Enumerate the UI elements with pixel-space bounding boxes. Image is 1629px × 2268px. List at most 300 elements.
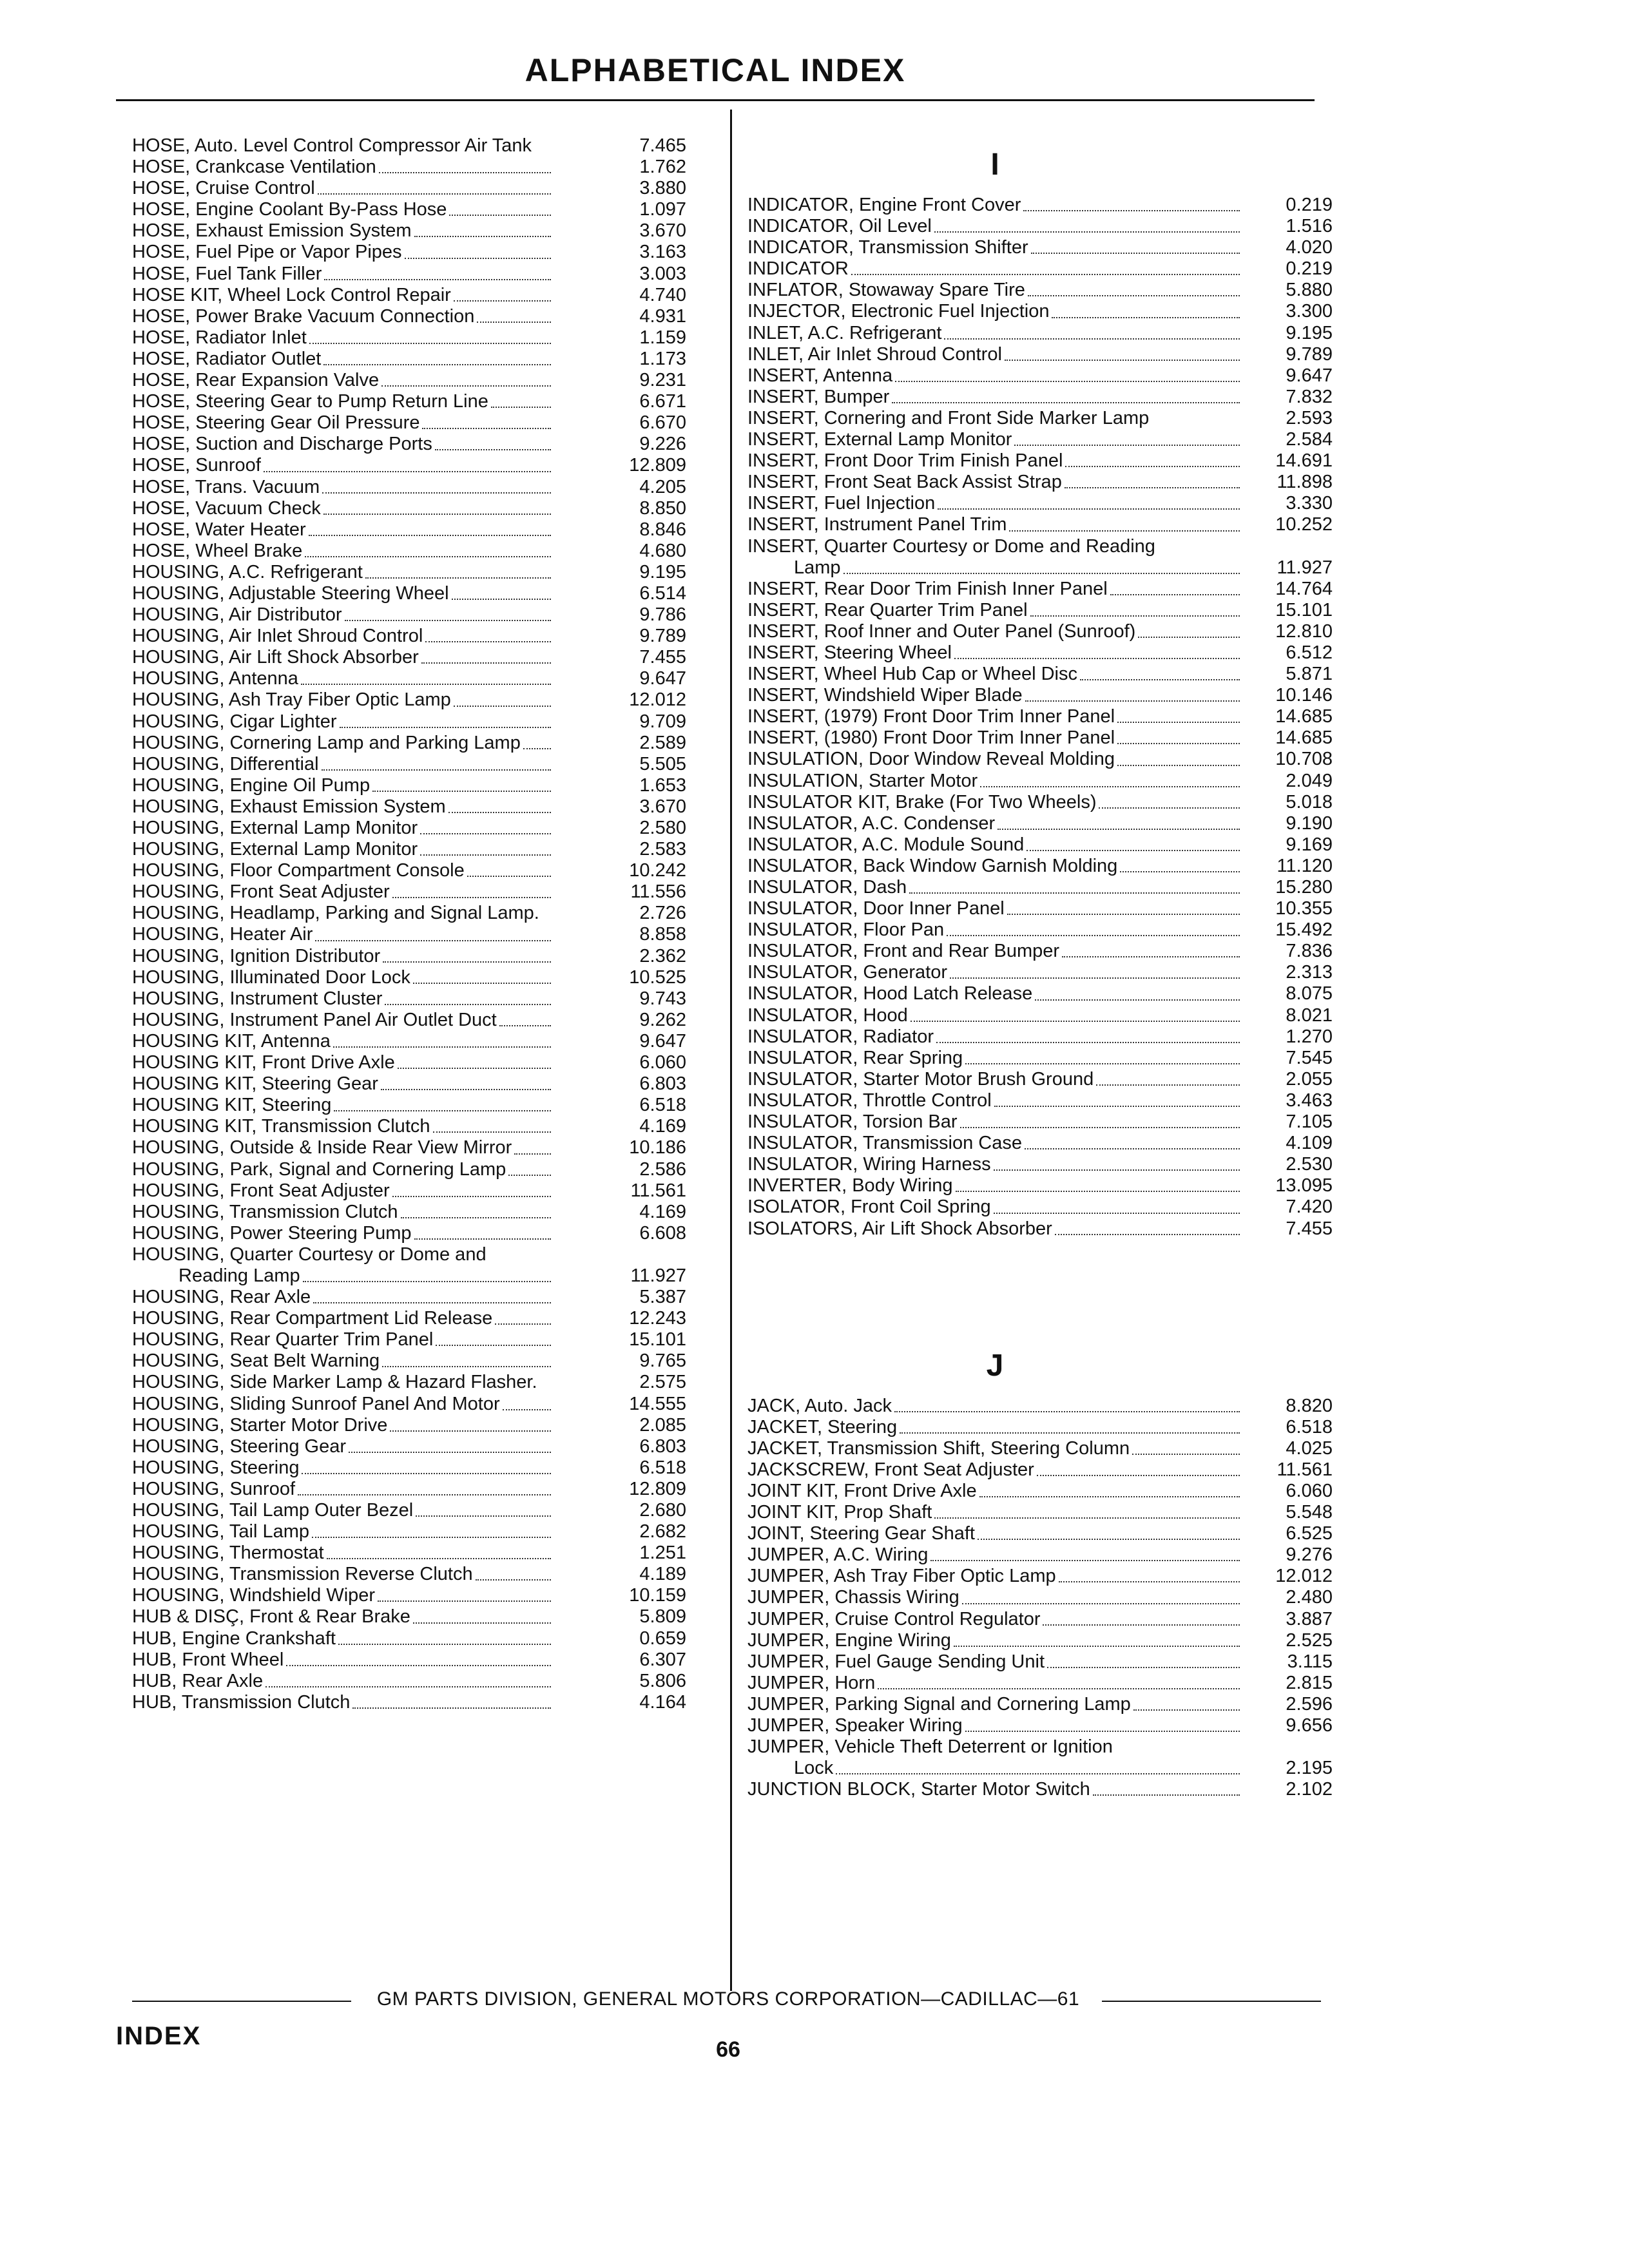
index-entry-label: INSERT, Front Door Trim Finish Panel	[747, 450, 1063, 472]
section-spacer	[747, 1240, 1333, 1336]
index-entry-page-ref: 7.420	[1286, 1196, 1333, 1218]
title-rule	[116, 99, 1315, 101]
index-entry-label: HOUSING, Front Seat Adjuster	[132, 881, 390, 903]
index-entry	[132, 412, 686, 434]
index-entry-label: HOUSING, Sliding Sunroof Panel And Motor	[132, 1393, 500, 1414]
index-entry	[132, 1671, 686, 1692]
index-entry-page-ref: 15.492	[1275, 919, 1333, 941]
index-entry-label: HOUSING, Tail Lamp	[132, 1521, 310, 1542]
index-entry-label: HOSE, Steering Gear to Pump Return Line	[132, 391, 488, 412]
index-entry-page-ref: 9.765	[639, 1350, 686, 1372]
dot-leader	[414, 1238, 551, 1240]
dot-leader	[452, 599, 551, 600]
index-entry	[132, 903, 686, 924]
right-index-column	[747, 135, 1333, 1800]
index-entry	[132, 946, 686, 967]
index-entry	[132, 285, 686, 306]
index-entry-label: HOSE KIT, Wheel Lock Control Repair	[132, 284, 451, 305]
index-entry	[747, 1133, 1333, 1154]
index-entry-label: INSULATOR, Door Inner Panel	[747, 898, 1005, 919]
index-entry	[132, 519, 686, 541]
index-entry	[132, 626, 686, 647]
index-entry-page-ref: 10.355	[1275, 898, 1333, 919]
index-entry-page-ref: 6.803	[639, 1073, 686, 1095]
dot-leader	[381, 385, 551, 387]
index-entry-page-ref: 4.109	[1286, 1133, 1333, 1154]
index-entry-page-ref: 2.575	[639, 1372, 686, 1393]
index-entry-label: HOSE, Crankcase Ventilation	[132, 157, 376, 178]
index-entry-label: INLET, Air Inlet Shroud Control	[747, 343, 1002, 365]
index-entry-page-ref: 2.682	[639, 1521, 686, 1542]
dot-leader	[309, 343, 551, 344]
index-entry	[132, 1073, 686, 1095]
index-entry	[132, 220, 686, 242]
index-entry	[132, 306, 686, 327]
index-entry	[747, 898, 1333, 919]
index-entry	[747, 1544, 1333, 1566]
index-entry-page-ref: 4.169	[639, 1201, 686, 1222]
dot-leader	[930, 1560, 1240, 1561]
index-entry	[747, 429, 1333, 450]
dot-leader	[392, 1196, 551, 1197]
index-entry-page-ref: 11.927	[1277, 557, 1333, 578]
index-entry-page-ref: 10.186	[629, 1137, 686, 1158]
dot-leader	[954, 1646, 1240, 1647]
index-entry-label: HOUSING, Sunroof	[132, 1478, 296, 1499]
index-entry	[132, 689, 686, 711]
dot-leader	[542, 918, 551, 919]
index-entry	[747, 1218, 1333, 1240]
dot-leader	[1062, 956, 1240, 957]
dot-leader	[540, 1388, 551, 1389]
dot-leader	[324, 279, 551, 280]
index-entry	[747, 195, 1333, 216]
index-entry-page-ref: 3.463	[1286, 1090, 1333, 1111]
index-entry	[132, 818, 686, 839]
index-entry-page-ref: 9.190	[1286, 812, 1333, 834]
section-i-list	[747, 195, 1333, 1240]
index-entry	[132, 242, 686, 263]
index-entry	[747, 258, 1333, 280]
dot-leader	[454, 300, 551, 302]
index-entry-page-ref: 7.455	[639, 647, 686, 668]
dot-leader	[965, 1731, 1240, 1732]
dot-leader	[416, 1515, 551, 1517]
dot-leader	[936, 1042, 1240, 1043]
index-entry	[132, 733, 686, 754]
dot-leader	[1031, 253, 1240, 254]
index-entry-label: HOSE, Water Heater	[132, 519, 306, 540]
index-entry-page-ref: 2.085	[639, 1414, 686, 1436]
index-entry-page-ref: 9.276	[1286, 1544, 1333, 1566]
index-entry-label: HOSE, Trans. Vacuum	[132, 476, 320, 497]
dot-leader	[322, 492, 551, 494]
index-entry	[747, 1673, 1333, 1694]
index-entry-page-ref: 9.647	[639, 1030, 686, 1052]
index-entry-page-ref: 9.786	[639, 604, 686, 626]
index-entry	[747, 216, 1333, 237]
index-entry-page-ref: 2.584	[1286, 429, 1333, 450]
index-entry-page-ref: 9.231	[639, 370, 686, 391]
index-entry-label: JACKSCREW, Front Seat Adjuster	[747, 1459, 1034, 1480]
dot-leader	[1052, 317, 1240, 318]
index-entry-label: INSULATOR, Front and Rear Bumper	[747, 941, 1060, 962]
dot-leader	[401, 1217, 551, 1218]
index-entry-page-ref: 9.709	[639, 711, 686, 732]
index-entry-page-ref: 0.219	[1286, 258, 1333, 280]
index-entry-page-ref: 11.561	[630, 1180, 686, 1201]
index-entry-label: HOUSING, Transmission Reverse Clutch	[132, 1564, 473, 1585]
index-entry-label: HOUSING KIT, Steering Gear	[132, 1073, 378, 1095]
index-entry-page-ref: 14.555	[629, 1393, 686, 1414]
dot-leader	[954, 658, 1240, 659]
index-entry	[747, 706, 1333, 727]
index-entry	[132, 477, 686, 498]
index-entry	[132, 1415, 686, 1436]
dot-leader	[365, 577, 551, 579]
index-entry-label: INSULATOR, Transmission Case	[747, 1133, 1022, 1154]
dot-leader	[392, 897, 551, 898]
dot-leader	[979, 1496, 1240, 1497]
index-entry-page-ref: 2.102	[1286, 1779, 1333, 1800]
index-entry-page-ref: 2.815	[1286, 1672, 1333, 1693]
dot-leader	[491, 407, 551, 408]
index-entry-label: INSERT, Cornering and Front Side Marker Lamp	[747, 407, 1150, 428]
index-entry-label: HOUSING, Thermostat	[132, 1542, 324, 1564]
dot-leader	[938, 508, 1240, 510]
index-entry	[132, 1350, 686, 1372]
dot-leader	[436, 1345, 551, 1346]
index-entry-page-ref: 9.226	[639, 434, 686, 455]
index-entry-page-ref: 6.525	[1286, 1523, 1333, 1544]
dot-leader	[1014, 445, 1240, 446]
dot-leader	[1007, 914, 1240, 915]
dot-leader	[313, 1302, 551, 1303]
index-entry-page-ref: 7.832	[1286, 386, 1333, 407]
index-entry-label: JUMPER, Horn	[747, 1672, 876, 1693]
index-entry-label: HOSE, Radiator Outlet	[132, 348, 322, 369]
index-entry	[132, 1436, 686, 1457]
index-entry-page-ref: 2.583	[639, 839, 686, 860]
index-entry	[132, 541, 686, 562]
dot-leader	[422, 428, 551, 429]
index-entry-label: INSULATOR, Hood	[747, 1004, 908, 1026]
index-entry	[132, 562, 686, 583]
index-entry-label: INSULATION, Starter Motor	[747, 770, 978, 791]
index-entry	[747, 1694, 1333, 1715]
index-entry-label: INVERTER, Body Wiring	[747, 1175, 953, 1196]
index-entry	[747, 685, 1333, 706]
index-entry-label: HOSE, Fuel Tank Filler	[132, 263, 322, 284]
index-entry-label: JUMPER, Parking Signal and Cornering Lamp	[747, 1693, 1131, 1715]
index-entry	[747, 1196, 1333, 1218]
dot-leader	[327, 1558, 551, 1559]
index-entry-page-ref: 2.313	[1286, 962, 1333, 983]
dot-leader	[994, 1213, 1240, 1214]
index-entry-page-ref: 3.115	[1287, 1651, 1333, 1672]
index-entry-label: INSULATOR, A.C. Module Sound	[747, 834, 1025, 855]
dot-leader	[1043, 1624, 1240, 1626]
index-entry	[747, 919, 1333, 941]
index-entry-page-ref: 12.012	[1275, 1566, 1333, 1587]
index-entry-page-ref: 2.680	[639, 1500, 686, 1521]
dot-leader	[1035, 999, 1240, 1001]
index-entry-label: HOUSING, Floor Compartment Console	[132, 860, 465, 881]
dot-leader	[378, 1600, 551, 1602]
index-entry	[132, 157, 686, 178]
index-entry-page-ref: 9.789	[1286, 343, 1333, 365]
index-entry-page-ref: 2.596	[1286, 1693, 1333, 1715]
index-entry-label: HOUSING, Engine Oil Pump	[132, 774, 371, 796]
index-entry	[747, 1587, 1333, 1608]
dot-leader	[414, 236, 551, 237]
index-entry-page-ref: 10.252	[1275, 514, 1333, 535]
index-entry-page-ref: 14.691	[1275, 450, 1333, 472]
index-entry-page-ref: 2.586	[639, 1158, 686, 1180]
dot-leader	[1099, 807, 1240, 809]
dot-leader	[338, 1644, 551, 1645]
index-entry-label: HOUSING, Antenna	[132, 668, 298, 689]
index-entry	[747, 1651, 1333, 1673]
index-entry-continuation	[747, 1758, 1333, 1779]
dot-leader	[298, 1494, 551, 1495]
dot-leader	[1096, 1084, 1240, 1086]
index-entry	[747, 1502, 1333, 1523]
index-entry-label: HOUSING, Instrument Panel Air Outlet Duct	[132, 1009, 497, 1030]
index-entry-page-ref: 3.887	[1286, 1608, 1333, 1629]
index-entry-page-ref: 6.518	[639, 1095, 686, 1116]
dot-leader	[843, 573, 1240, 574]
index-entry-label: JACK, Auto. Jack	[747, 1395, 892, 1416]
index-entry	[132, 1329, 686, 1350]
index-entry-label: INSULATOR, Throttle Control	[747, 1090, 992, 1111]
index-entry	[132, 199, 686, 220]
index-entry-label: INSULATOR KIT, Brake (For Two Wheels)	[747, 791, 1097, 812]
index-entry-label: HOSE, Power Brake Vacuum Connection	[132, 305, 475, 327]
index-entry-page-ref: 14.764	[1275, 578, 1333, 599]
dot-leader	[499, 1025, 551, 1026]
index-entry	[747, 621, 1333, 642]
index-entry-label: HOUSING, Outside & Inside Rear View Mirror	[132, 1137, 512, 1158]
dot-leader	[333, 1046, 551, 1048]
index-entry-page-ref: 11.556	[630, 881, 686, 903]
index-entry	[132, 881, 686, 903]
index-entry-label-continued: Reading Lamp	[178, 1265, 300, 1286]
index-entry-label: INSERT, Rear Quarter Trim Panel	[747, 599, 1028, 620]
index-entry	[132, 1287, 686, 1308]
dot-leader	[892, 402, 1240, 403]
index-entry-label: INSERT, Roof Inner and Outer Panel (Sunroof)	[747, 620, 1136, 642]
index-entry-label: INSULATOR, Back Window Garnish Molding	[747, 855, 1118, 876]
dot-leader	[900, 1432, 1240, 1434]
dot-leader	[345, 620, 552, 621]
dot-leader	[433, 1131, 552, 1133]
dot-leader	[1138, 637, 1240, 638]
index-entry	[747, 642, 1333, 664]
index-entry	[132, 1223, 686, 1244]
index-entry	[747, 771, 1333, 792]
dot-leader	[1117, 722, 1240, 723]
section-heading-i: I	[990, 148, 999, 182]
dot-leader	[385, 1004, 551, 1005]
index-entry	[747, 365, 1333, 387]
index-entry	[132, 1116, 686, 1137]
index-entry-page-ref: 6.060	[639, 1052, 686, 1073]
index-entry	[747, 237, 1333, 258]
index-entry-page-ref: 6.514	[639, 582, 686, 604]
dot-leader	[413, 1622, 551, 1624]
dot-leader	[390, 1430, 551, 1432]
footer-publisher-text: GM PARTS DIVISION, GENERAL MOTORS CORPORATION—CADILLAC—61	[376, 1988, 1080, 2010]
index-entry-label: INFLATOR, Stowaway Spare Tire	[747, 280, 1025, 301]
dot-leader	[1133, 1709, 1240, 1711]
index-entry	[747, 280, 1333, 301]
index-entry	[132, 1542, 686, 1564]
index-entry-label: INSERT, Antenna	[747, 365, 893, 386]
index-entry	[747, 1154, 1333, 1175]
index-entry-page-ref: 6.060	[1286, 1480, 1333, 1501]
index-entry-page-ref: 8.858	[639, 924, 686, 945]
dot-leader	[534, 151, 551, 152]
index-entry-page-ref: 1.159	[639, 327, 686, 348]
index-entry-page-ref: 5.806	[639, 1670, 686, 1691]
index-entry-label: HOSE, Steering Gear Oil Pressure	[132, 412, 420, 434]
dot-leader	[383, 961, 551, 963]
index-entry-label: HOUSING, A.C. Refrigerant	[132, 561, 363, 582]
index-entry-page-ref: 13.095	[1275, 1175, 1333, 1196]
index-entry-page-ref: 12.810	[1275, 620, 1333, 642]
index-entry-label: HOUSING, Power Steering Pump	[132, 1222, 412, 1244]
dot-leader	[980, 786, 1240, 787]
index-entry	[132, 604, 686, 626]
index-entry-label: HOUSING, Tail Lamp Outer Bezel	[132, 1500, 414, 1521]
index-entry-page-ref: 3.330	[1286, 493, 1333, 514]
index-entry-page-ref: 12.012	[629, 689, 686, 711]
index-entry-page-ref: 6.671	[639, 391, 686, 412]
index-entry-page-ref: 9.195	[639, 561, 686, 582]
index-entry-label: JUMPER, Fuel Gauge Sending Unit	[747, 1651, 1045, 1672]
index-entry	[747, 1523, 1333, 1544]
index-entry-label: INSULATOR, A.C. Condenser	[747, 812, 996, 834]
index-entry-label: JACKET, Transmission Shift, Steering Column	[747, 1437, 1130, 1459]
dot-leader	[352, 1707, 551, 1709]
index-entry	[747, 323, 1333, 344]
index-entry	[132, 391, 686, 412]
index-entry-page-ref: 11.927	[630, 1265, 686, 1286]
index-entry	[132, 1159, 686, 1180]
index-entry	[747, 1438, 1333, 1459]
index-entry	[132, 434, 686, 455]
index-entry-page-ref: 14.685	[1275, 706, 1333, 727]
index-entry-label: JUMPER, Ash Tray Fiber Optic Lamp	[747, 1566, 1056, 1587]
index-entry	[132, 1564, 686, 1585]
index-entry-page-ref: 3.163	[639, 242, 686, 263]
index-entry-label: HOUSING, Illuminated Door Lock	[132, 966, 410, 988]
index-entry-label: HOSE, Sunroof	[132, 455, 261, 476]
index-entry-label: HOSE, Fuel Pipe or Vapor Pipes	[132, 242, 402, 263]
index-entry-label: HOSE, Suction and Discharge Ports	[132, 434, 432, 455]
dot-leader	[965, 1063, 1240, 1064]
dot-leader	[994, 1106, 1240, 1107]
dot-leader	[1093, 1794, 1240, 1796]
index-entry	[747, 1048, 1333, 1069]
index-entry-page-ref: 7.836	[1286, 941, 1333, 962]
dot-leader	[878, 1688, 1240, 1689]
index-entry-page-ref: 1.097	[639, 199, 686, 220]
index-entry	[132, 1606, 686, 1628]
index-entry-page-ref: 9.262	[639, 1009, 686, 1030]
index-entry-page-ref: 4.025	[1286, 1437, 1333, 1459]
dot-leader	[503, 1409, 551, 1410]
index-entry-label: JUNCTION BLOCK, Starter Motor Switch	[747, 1779, 1090, 1800]
index-entry-page-ref: 8.820	[1286, 1395, 1333, 1416]
dot-leader	[1065, 487, 1240, 488]
dot-leader	[950, 977, 1240, 979]
dot-leader	[956, 1191, 1240, 1192]
index-entry-page-ref: 2.580	[639, 818, 686, 838]
index-entry-label: JUMPER, Engine Wiring	[747, 1629, 951, 1651]
index-entry	[132, 668, 686, 689]
dot-leader	[381, 1089, 551, 1090]
index-entry	[132, 1394, 686, 1415]
index-entry-label: HOUSING, Side Marker Lamp & Hazard Flasher.	[132, 1372, 537, 1393]
index-entry-label: INSERT, Fuel Injection	[747, 493, 936, 514]
dot-leader	[379, 172, 551, 173]
index-entry-page-ref: 11.898	[1277, 472, 1333, 493]
dot-leader	[322, 769, 551, 771]
index-entry-page-ref: 9.647	[639, 668, 686, 689]
index-entry-label: HOUSING, Exhaust Emission System	[132, 796, 446, 817]
dot-leader	[909, 892, 1240, 894]
index-entry-label: HOUSING, Seat Belt Warning	[132, 1350, 380, 1372]
dot-leader	[425, 641, 551, 642]
index-entry	[747, 1396, 1333, 1417]
index-entry-page-ref: 9.743	[639, 988, 686, 1009]
index-entry-label: HOUSING, Front Seat Adjuster	[132, 1180, 390, 1201]
index-entry	[132, 967, 686, 988]
index-entry-label: HOUSING, Windshield Wiper	[132, 1585, 376, 1606]
index-entry-page-ref: 4.740	[639, 284, 686, 305]
dot-leader	[960, 1127, 1240, 1128]
index-entry-page-ref: 7.465	[639, 135, 686, 156]
dot-leader	[301, 684, 551, 685]
dot-leader	[420, 833, 551, 834]
index-entry-page-ref: 2.055	[1286, 1068, 1333, 1090]
index-entry	[747, 344, 1333, 365]
index-entry	[132, 1244, 686, 1287]
dot-leader	[413, 983, 551, 984]
dot-leader	[449, 215, 551, 216]
index-entry-page-ref: 3.880	[639, 178, 686, 199]
index-entry-page-ref: 6.307	[639, 1649, 686, 1670]
dot-leader	[340, 727, 552, 728]
dot-leader	[405, 258, 551, 259]
dot-leader	[1110, 594, 1240, 595]
index-entry	[132, 860, 686, 881]
index-entry-label: HUB & DISÇ, Front & Rear Brake	[132, 1606, 410, 1628]
dot-leader	[398, 1068, 551, 1069]
index-entry	[747, 493, 1333, 514]
index-entry-label: INSERT, Steering Wheel	[747, 642, 952, 663]
index-entry-page-ref: 3.300	[1286, 301, 1333, 322]
index-entry-page-ref: 10.242	[629, 860, 686, 881]
index-entry-label: HUB, Front Wheel	[132, 1649, 284, 1670]
dot-leader	[454, 706, 551, 707]
index-entry	[747, 579, 1333, 600]
index-entry-page-ref: 4.205	[639, 476, 686, 497]
dot-leader	[998, 829, 1240, 830]
index-entry-page-ref: 1.516	[1286, 216, 1333, 237]
